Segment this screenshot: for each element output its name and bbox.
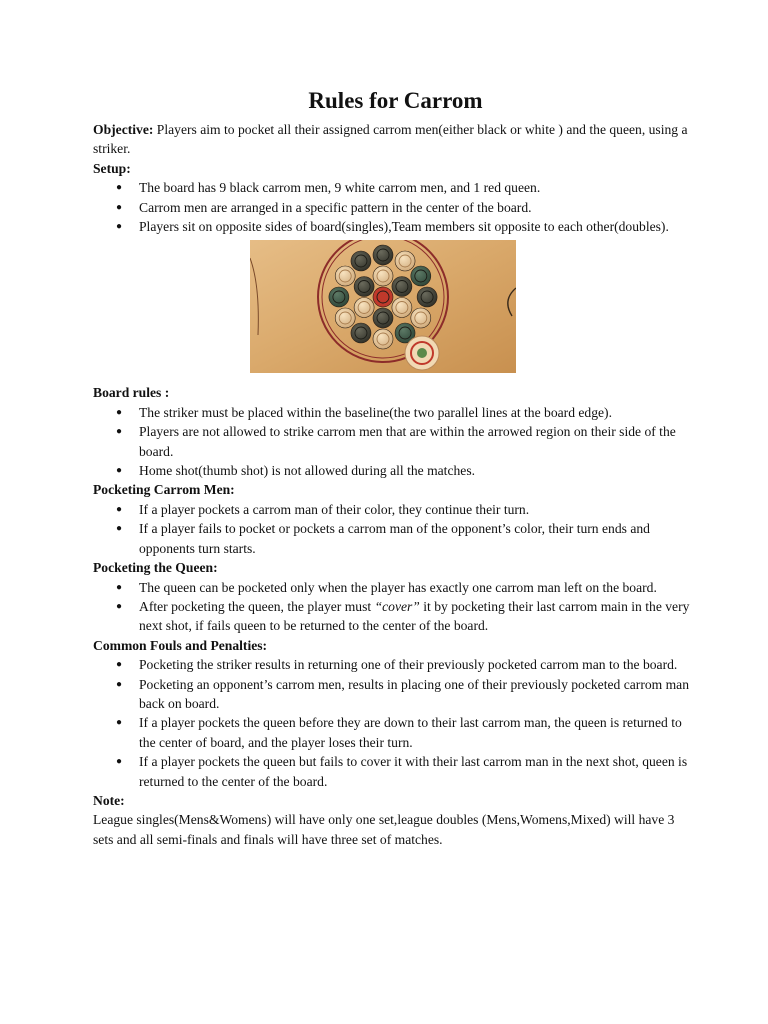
list-item: ● Players are not allowed to strike carrom men that are within the arrowed region on their side of the board. bbox=[139, 422, 693, 461]
carrom-coin bbox=[373, 329, 393, 349]
carrom-coin bbox=[335, 266, 355, 286]
note-text: League singles(Mens&Womens) will have only one set,league doubles (Mens,Womens,Mixed) will have 3 sets and all semi-finals and finals will have three set of matches. bbox=[93, 812, 675, 847]
list-item: ● The queen can be pocketed only when the player has exactly one carrom man left on the board. bbox=[139, 578, 693, 597]
pocketing-men-heading: Pocketing Carrom Men: bbox=[93, 482, 235, 498]
list-item: ● Pocketing an opponent’s carrom men, results in placing one of their previously pocketed carrom man back on board. bbox=[139, 675, 693, 714]
note-heading: Note: bbox=[93, 792, 125, 808]
queen-coin bbox=[373, 287, 393, 307]
carrom-coin bbox=[392, 298, 412, 318]
setup-heading: Setup: bbox=[93, 160, 131, 176]
objective-paragraph bbox=[93, 120, 693, 159]
carrom-coin bbox=[335, 308, 355, 328]
pocketing-men-list bbox=[93, 500, 693, 558]
carrom-board-figure bbox=[93, 240, 693, 373]
cover-quote: “cover” bbox=[374, 598, 420, 614]
list-item: ● Carrom men are arranged in a specific pattern in the center of the board. bbox=[139, 198, 693, 217]
list-item: ● The striker must be placed within the baseline(the two parallel lines at the board edge). bbox=[139, 403, 693, 422]
list-item: ● If a player pockets a carrom man of their color, they continue their turn. bbox=[139, 500, 693, 519]
list-item: ● If a player pockets the queen but fails to cover it with their last carrom man in the next shot, queen is returned to the center of the board. bbox=[139, 752, 693, 791]
carrom-coin bbox=[354, 298, 374, 318]
board-rules-heading: Board rules : bbox=[93, 385, 170, 401]
carrom-coin bbox=[373, 308, 393, 328]
list-item: ● If a player fails to pocket or pockets a carrom man of the opponent’s color, their turn ends and opponents turn starts. bbox=[139, 519, 693, 558]
fouls-list bbox=[93, 655, 693, 791]
document-body bbox=[93, 86, 693, 849]
carrom-coin bbox=[395, 251, 415, 271]
cover-rule-end: it by pocketing their last carrom main in the very next shot, if fails queen to be returned to the center of the board. bbox=[139, 598, 690, 634]
list-item bbox=[139, 597, 693, 636]
carrom-coin bbox=[411, 266, 431, 286]
carrom-coin bbox=[411, 308, 431, 328]
objective-text: Players aim to pocket all their assigned carrom men(either black or white ) and the queen, using a striker. bbox=[93, 122, 688, 157]
cover-rule-start: After pocketing the queen, the player must bbox=[139, 598, 375, 614]
carrom-coin bbox=[329, 287, 349, 307]
objective-label: Objective: bbox=[93, 122, 154, 137]
fouls-heading: Common Fouls and Penalties: bbox=[93, 637, 268, 653]
list-item: ● If a player pockets the queen before they are down to their last carrom man, the queen is returned to the center of board, and the player loses their turn. bbox=[139, 713, 693, 752]
carrom-coin bbox=[351, 323, 371, 343]
carrom-coin bbox=[392, 277, 412, 297]
carrom-coin bbox=[373, 266, 393, 286]
carrom-coin bbox=[351, 251, 371, 271]
board-rules-list bbox=[93, 403, 693, 481]
carrom-board-photo bbox=[250, 240, 516, 373]
setup-list bbox=[93, 178, 693, 236]
carrom-coin bbox=[417, 287, 437, 307]
list-item: ● Pocketing the striker results in returning one of their previously pocketed carrom man to the board. bbox=[139, 655, 693, 674]
carrom-coin bbox=[373, 245, 393, 265]
pocketing-queen-heading: Pocketing the Queen: bbox=[93, 560, 218, 576]
document-title: Rules for Carrom bbox=[308, 88, 483, 113]
pocketing-queen-list bbox=[93, 578, 693, 636]
carrom-coin bbox=[354, 277, 374, 297]
list-item: ● Home shot(thumb shot) is not allowed during all the matches. bbox=[139, 461, 693, 480]
list-item: ● The board has 9 black carrom men, 9 white carrom men, and 1 red queen. bbox=[139, 178, 693, 197]
list-item: ● Players sit on opposite sides of board(singles),Team members sit opposite to each other(doubles). bbox=[139, 217, 693, 236]
striker bbox=[405, 336, 439, 370]
